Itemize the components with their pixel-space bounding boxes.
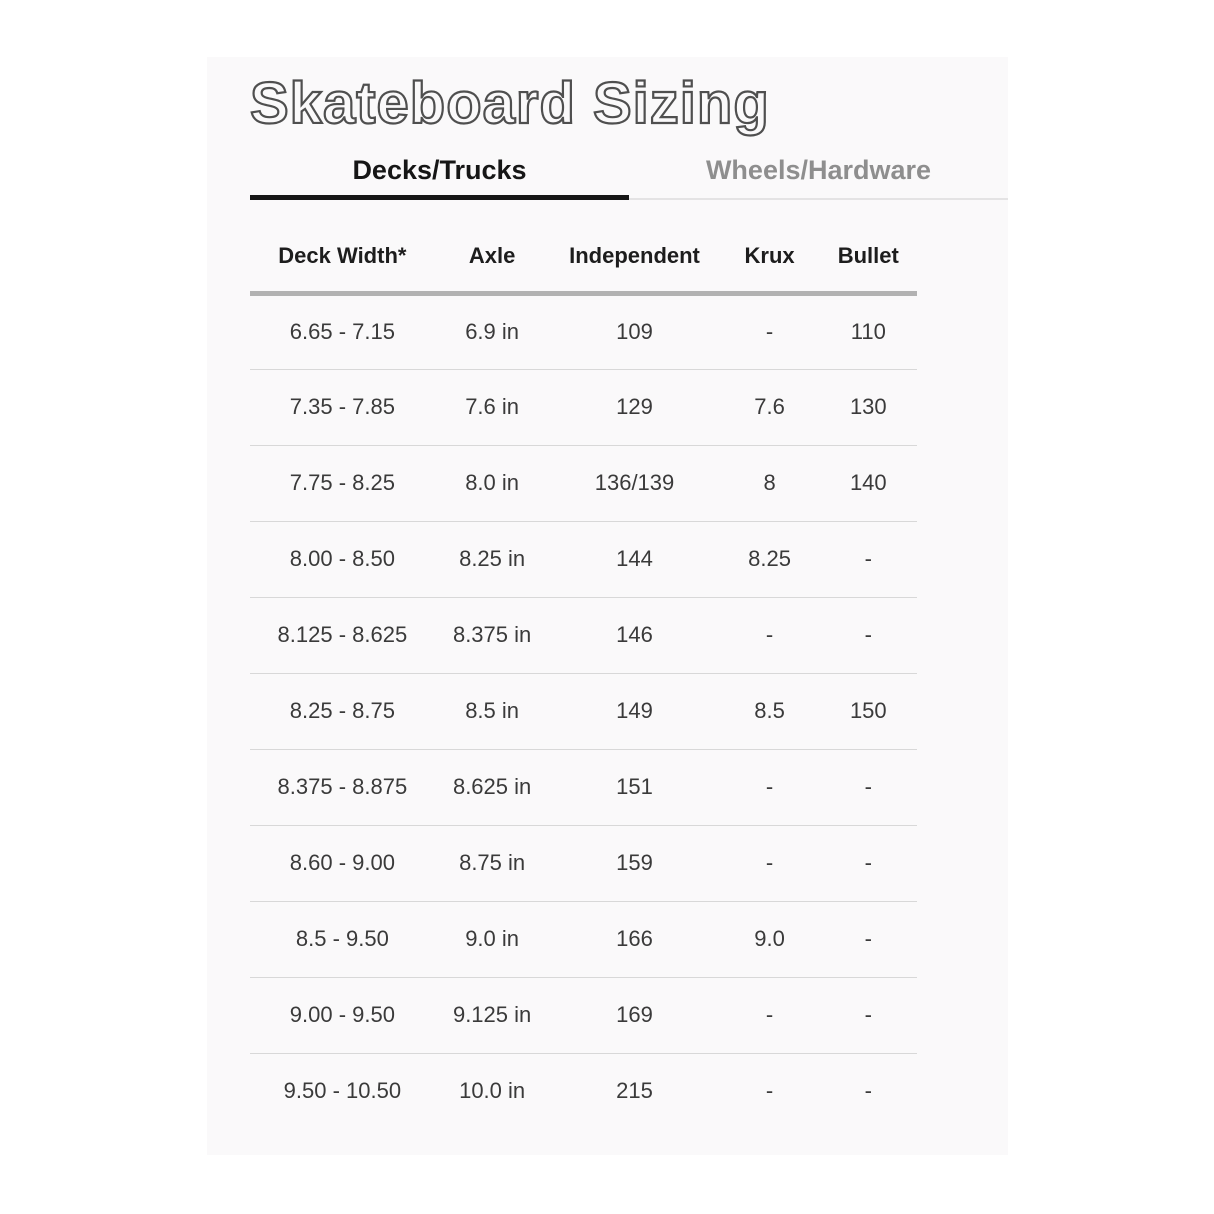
- table-cell: 109: [549, 293, 719, 369]
- table-cell: 129: [549, 369, 719, 445]
- table-cell: -: [820, 901, 917, 977]
- table-cell: -: [820, 749, 917, 825]
- table-cell: 8.125 - 8.625: [250, 597, 435, 673]
- table-cell: 6.9 in: [435, 293, 550, 369]
- column-header-axle: Axle: [435, 222, 550, 293]
- table-cell: -: [820, 977, 917, 1053]
- table-row: [250, 1053, 917, 1129]
- table-cell: 159: [549, 825, 719, 901]
- table-cell: -: [820, 521, 917, 597]
- column-header-krux: Krux: [720, 222, 820, 293]
- table-cell: 8.60 - 9.00: [250, 825, 435, 901]
- table-row: [250, 825, 917, 901]
- table-cell: -: [720, 825, 820, 901]
- table-cell: 7.6 in: [435, 369, 550, 445]
- table-cell: 8.00 - 8.50: [250, 521, 435, 597]
- table-cell: 8: [720, 445, 820, 521]
- table-cell: -: [720, 749, 820, 825]
- table-cell: 9.0: [720, 901, 820, 977]
- table-cell: 9.125 in: [435, 977, 550, 1053]
- table-cell: 9.50 - 10.50: [283, 1078, 402, 1104]
- table-cell: 144: [549, 521, 719, 597]
- table-cell: 8.0 in: [435, 445, 550, 521]
- table-cell: 7.35 - 7.85: [250, 369, 435, 445]
- table-cell: 8.5: [720, 673, 820, 749]
- table-cell: 169: [549, 977, 719, 1053]
- table-cell: 110: [820, 293, 917, 369]
- table-row: [250, 293, 917, 369]
- column-header-bullet: Bullet: [820, 222, 917, 293]
- table-cell: 136/139: [549, 445, 719, 521]
- column-header-deck-width: Deck Width*: [250, 222, 435, 293]
- table-cell: 8.375 - 8.875: [250, 749, 435, 825]
- table-cell: 215: [616, 1078, 653, 1104]
- sizing-panel: [207, 57, 1008, 1155]
- table-cell: 8.625 in: [435, 749, 550, 825]
- table-cell: 10.0 in: [459, 1078, 526, 1104]
- table-cell: 6.65 - 7.15: [250, 293, 435, 369]
- column-header-independent: Independent: [549, 222, 719, 293]
- table-cell: 149: [549, 673, 719, 749]
- table-cell: 8.375 in: [435, 597, 550, 673]
- table-cell: -: [820, 825, 917, 901]
- table-row: [250, 901, 917, 977]
- table-cell: -: [864, 1078, 872, 1104]
- table-cell: 7.75 - 8.25: [250, 445, 435, 521]
- tab-wheels-hardware[interactable]: Wheels/Hardware: [629, 155, 1008, 200]
- table-header-row: [250, 222, 917, 293]
- page-title: Skateboard Sizing: [250, 71, 770, 136]
- table-row: [250, 749, 917, 825]
- table-cell: 150: [820, 673, 917, 749]
- table-cell: 146: [549, 597, 719, 673]
- table-cell: 8.75 in: [435, 825, 550, 901]
- table-cell: 166: [549, 901, 719, 977]
- table-cell: 8.25 in: [435, 521, 550, 597]
- table-cell: -: [720, 597, 820, 673]
- table-cell: 9.00 - 9.50: [250, 977, 435, 1053]
- table-cell: 7.6: [720, 369, 820, 445]
- table-cell: 8.5 in: [435, 673, 550, 749]
- table-row: [250, 521, 917, 597]
- table-row: [250, 369, 917, 445]
- table-cell: 8.25 - 8.75: [250, 673, 435, 749]
- table-cell: 140: [820, 445, 917, 521]
- table-cell: 8.25: [720, 521, 820, 597]
- table-cell: -: [820, 597, 917, 673]
- table-row: [250, 597, 917, 673]
- table-cell: -: [720, 293, 820, 369]
- tab-decks-trucks[interactable]: Decks/Trucks: [250, 155, 629, 200]
- table-row: [250, 977, 917, 1053]
- sizing-table: [250, 222, 917, 1129]
- table-cell: -: [720, 977, 820, 1053]
- table-row: [250, 445, 917, 521]
- table-cell: 151: [549, 749, 719, 825]
- table-cell: 8.5 - 9.50: [250, 901, 435, 977]
- tab-bar: [250, 155, 1008, 200]
- table-cell: 130: [820, 369, 917, 445]
- table-row: [250, 673, 917, 749]
- table-cell: 9.0 in: [435, 901, 550, 977]
- table-cell: -: [765, 1078, 774, 1104]
